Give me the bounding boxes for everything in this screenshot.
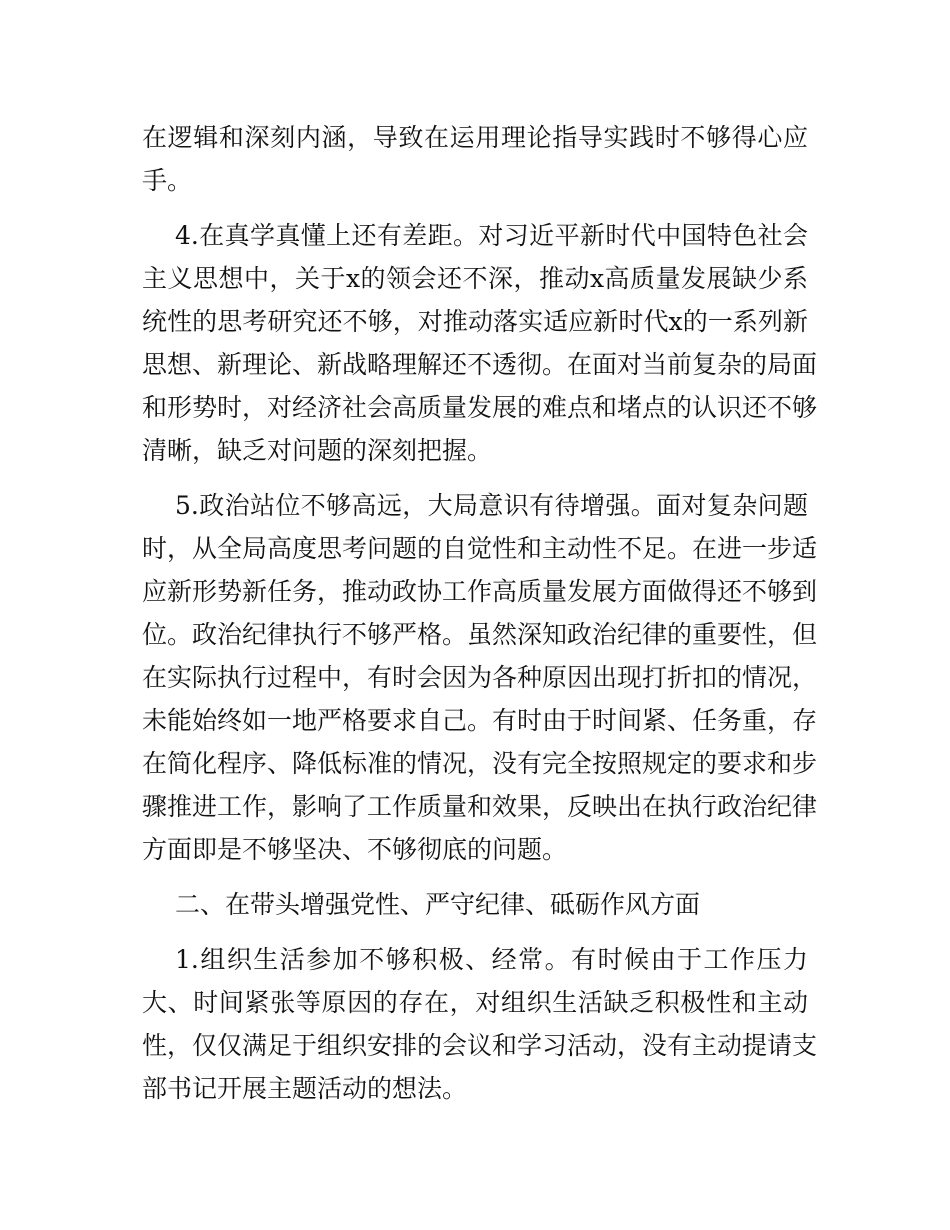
document-page	[142, 116, 818, 1122]
text-line: 和形势时，对经济社会高质量发展的难点和堵点的认识还不够	[142, 393, 818, 422]
paragraph	[142, 214, 818, 472]
text-line: 骤推进工作，影响了工作质量和效果，反映出在执行政治纪律	[142, 792, 818, 821]
text-line: 统性的思考研究还不够，对推动落实适应新时代x的一系列新	[142, 307, 808, 336]
text-line: 思想、新理论、新战略理解还不透彻。在面对当前复杂的局面	[142, 350, 818, 379]
text-line: 方面即是不够坚决、不够彻底的问题。	[142, 835, 568, 864]
text-line: 在简化程序、降低标准的情况，没有完全按照规定的要求和步	[142, 749, 818, 778]
paragraph	[142, 883, 808, 926]
text-line: 性，仅仅满足于组织安排的会议和学习活动，没有主动提请支	[142, 1031, 818, 1060]
paragraph	[142, 938, 818, 1110]
text-line: 1.组织生活参加不够积极、经常。有时候由于工作压力	[175, 945, 808, 974]
text-line: 主义思想中，关于x的领会还不深，推动x高质量发展缺少系	[142, 264, 808, 293]
text-line: 在实际执行过程中，有时会因为各种原因出现打折扣的情况，	[142, 663, 818, 692]
text-line: 位。政治纪律执行不够严格。虽然深知政治纪律的重要性，但	[142, 620, 818, 649]
text-line: 应新形势新任务，推动政协工作高质量发展方面做得还不够到	[142, 577, 818, 606]
text-line: 部书记开展主题活动的想法。	[142, 1074, 468, 1103]
paragraph	[142, 484, 818, 871]
text-line: 5.政治站位不够高远，大局意识有待增强。面对复杂问题	[175, 491, 808, 520]
text-line: 大、时间紧张等原因的存在，对组织生活缺乏积极性和主动	[142, 988, 808, 1017]
text-line: 手。	[142, 166, 193, 195]
text-line: 未能始终如一地严格要求自己。有时由于时间紧、任务重，存	[142, 706, 818, 735]
text-line: 时，从全局高度思考问题的自觉性和主动性不足。在进一步适	[142, 534, 818, 563]
text-line: 4.在真学真懂上还有差距。对习近平新时代中国特色社会	[175, 221, 808, 250]
text-line: 二、在带头增强党性、严守纪律、砥砺作风方面	[175, 890, 701, 919]
text-line: 清晰，缺乏对问题的深刻把握。	[142, 436, 493, 465]
paragraph	[142, 116, 808, 202]
text-line: 在逻辑和深刻内涵，导致在运用理论指导实践时不够得心应	[142, 123, 808, 152]
